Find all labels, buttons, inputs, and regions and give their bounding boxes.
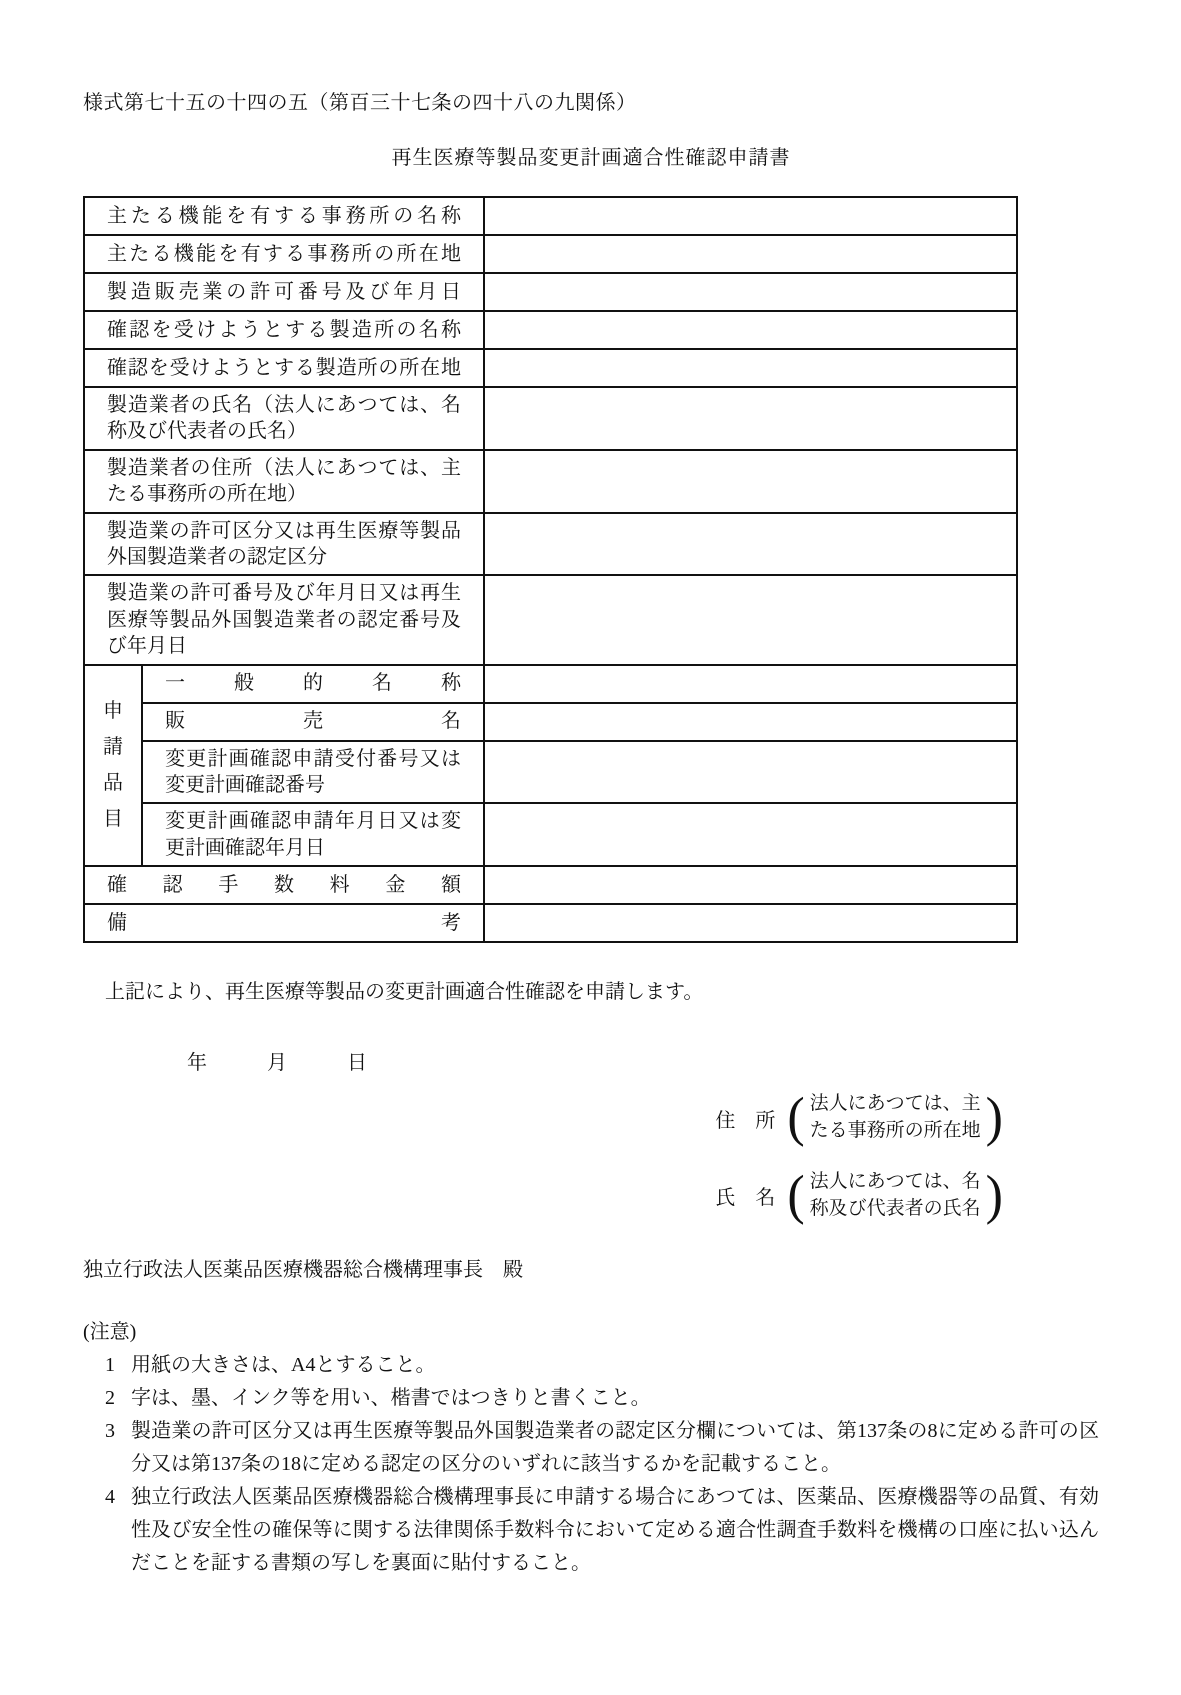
table-row	[84, 741, 1017, 804]
row-label-office-address: 主たる機能を有する事務所の所在地	[84, 235, 484, 273]
table-row	[84, 703, 1017, 741]
table-row	[84, 513, 1017, 576]
document-title: 再生医療等製品変更計画適合性確認申請書	[391, 147, 791, 169]
row-label-plan-receipt-number: 変更計画確認申請受付番号又は変更計画確認番号	[142, 741, 484, 804]
item-group-label-cell	[84, 665, 142, 867]
row-value-plan-receipt-number	[484, 741, 1017, 804]
row-label-factory-name: 確認を受けようとする製造所の名称	[84, 311, 484, 349]
close-paren-glyph: )	[985, 1087, 1003, 1148]
note-number: 1	[105, 1353, 115, 1376]
note-number: 4	[105, 1485, 115, 1508]
note-text: 字は、墨、インク等を用い、楷書ではつきりと書くこと。	[131, 1386, 651, 1409]
row-value-factory-name	[484, 311, 1017, 349]
notes-list	[83, 1349, 1099, 1580]
table-row	[84, 235, 1017, 273]
row-label-confirmation-fee: 確認手数料金額	[84, 866, 484, 904]
note-item-2	[83, 1382, 1099, 1415]
row-value-office-name	[484, 197, 1017, 235]
item-group-label: 申請品目	[103, 700, 123, 831]
row-label-remarks: 備考	[84, 904, 484, 942]
note-item-3	[83, 1415, 1099, 1481]
note-text: 用紙の大きさは、A4とすること。	[131, 1353, 436, 1376]
name-note	[805, 1169, 986, 1223]
open-paren-glyph: (	[787, 1087, 805, 1148]
row-value-marketing-license	[484, 273, 1017, 311]
table-row	[84, 450, 1017, 513]
name-block	[83, 1165, 1099, 1226]
address-label: 住 所	[715, 1109, 776, 1132]
row-label-factory-address: 確認を受けようとする製造所の所在地	[84, 349, 484, 387]
form-number: 様式第七十五の十四の五（第百三十七条の四十八の九関係）	[83, 92, 637, 114]
row-label-license-number: 製造業の許可番号及び年月日又は再生医療等製品外国製造業者の認定番号及び年月日	[84, 575, 484, 664]
table-row	[84, 803, 1017, 866]
row-value-manufacturer-address	[484, 450, 1017, 513]
row-value-generic-name	[484, 665, 1017, 703]
declaration-text: 上記により、再生医療等製品の変更計画適合性確認を申請します。	[105, 981, 704, 1004]
address-note-line1: 法人にあつては、主	[809, 1093, 981, 1115]
application-form-table	[83, 196, 1018, 943]
name-note-line2: 称及び代表者の氏名	[809, 1197, 981, 1219]
row-label-office-name: 主たる機能を有する事務所の名称	[84, 197, 484, 235]
row-label-plan-date: 変更計画確認申請年月日又は変更計画確認年月日	[142, 803, 484, 866]
row-value-plan-date	[484, 803, 1017, 866]
table-row	[84, 349, 1017, 387]
row-label-generic-name: 一般的名称	[142, 665, 484, 703]
row-value-office-address	[484, 235, 1017, 273]
note-item-1	[83, 1349, 1099, 1382]
name-label: 氏 名	[715, 1187, 776, 1210]
table-row	[84, 866, 1017, 904]
row-label-brand-name: 販売名	[142, 703, 484, 741]
note-text: 製造業の許可区分又は再生医療等製品外国製造業者の認定区分欄については、第137条の8に定める許可の区分又は第137条の18に定める認定の区分のいずれに該当するかを記載すること。	[131, 1419, 1099, 1475]
row-value-license-number	[484, 575, 1017, 664]
open-paren-glyph: (	[787, 1165, 805, 1226]
note-number: 3	[105, 1419, 115, 1442]
table-row	[84, 575, 1017, 664]
row-label-manufacturer-name: 製造業者の氏名（法人にあつては、名称及び代表者の氏名）	[84, 387, 484, 450]
table-row	[84, 665, 1017, 703]
note-item-4	[83, 1481, 1099, 1580]
name-note-line1: 法人にあつては、名	[809, 1171, 981, 1193]
close-paren-glyph: )	[985, 1165, 1003, 1226]
address-block	[83, 1087, 1099, 1148]
table-row	[84, 387, 1017, 450]
row-value-remarks	[484, 904, 1017, 942]
address-note	[805, 1091, 986, 1145]
row-label-manufacturer-address: 製造業者の住所（法人にあつては、主たる事務所の所在地）	[84, 450, 484, 513]
note-text: 独立行政法人医薬品医療機器総合機構理事長に申請する場合にあつては、医薬品、医療機器等の品質、有効性及び安全性の確保等に関する法律関係手数料令において定める適合性調査手数料を機構の口座に払い込んだことを証する書類の写しを裏面に貼付すること。	[131, 1485, 1099, 1574]
address-note-line2: たる事務所の所在地	[809, 1120, 981, 1142]
row-label-marketing-license: 製造販売業の許可番号及び年月日	[84, 273, 484, 311]
row-value-confirmation-fee	[484, 866, 1017, 904]
note-number: 2	[105, 1386, 115, 1409]
row-value-license-category	[484, 513, 1017, 576]
table-row	[84, 197, 1017, 235]
recipient-line: 独立行政法人医薬品医療機器総合機構理事長 殿	[83, 1258, 523, 1281]
table-row	[84, 904, 1017, 942]
notes-title: (注意)	[83, 1320, 137, 1343]
date-line: 年 月 日	[187, 1052, 367, 1075]
table-row	[84, 273, 1017, 311]
row-label-license-category: 製造業の許可区分又は再生医療等製品外国製造業者の認定区分	[84, 513, 484, 576]
table-row	[84, 311, 1017, 349]
row-value-factory-address	[484, 349, 1017, 387]
row-value-manufacturer-name	[484, 387, 1017, 450]
row-value-brand-name	[484, 703, 1017, 741]
